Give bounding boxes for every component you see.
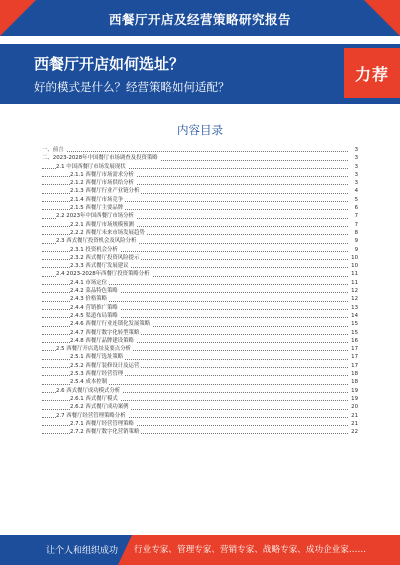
toc-entry-page: 16 <box>349 337 358 345</box>
toc-entry-page: 12 <box>349 287 358 295</box>
toc-entry[interactable] <box>42 362 358 370</box>
toc-heading: 内容目录 <box>177 123 223 137</box>
toc-leader-dots <box>42 151 348 152</box>
toc-entry-text: 2.1 中国西餐厅市场发展现状 <box>56 163 126 170</box>
toc-entry-text: 2.1.5 西餐厅主要品牌 <box>70 205 124 212</box>
toc-entry-page: 18 <box>349 378 358 386</box>
toc-entry-text: 一、前言 <box>42 147 64 153</box>
toc-entry-text: 2.7.1 西餐厅经营管理策略 <box>70 420 134 427</box>
footer-tags: 行业专家、管理专家、营销专家、战略专家、成功企业家…… <box>134 545 367 555</box>
toc-entry-page: 19 <box>349 395 358 403</box>
toc-entry-text: 2.3 西式餐厅投资机会及风险分析 <box>56 238 137 245</box>
toc-entry-text: 2.3.1 投资机会分析 <box>70 246 118 253</box>
toc-entry-page: 12 <box>349 295 358 303</box>
toc-entry[interactable] <box>42 270 358 278</box>
toc-entry-page: 8 <box>349 229 358 237</box>
hero-banner <box>0 44 400 104</box>
toc-entry-page: 7 <box>349 212 358 220</box>
toc-entry-text: 2.1.3 西餐厅行业产业链分析 <box>70 188 140 195</box>
toc-entry-text: 2.7 西餐厅经营管理策略分析 <box>56 412 126 419</box>
toc-entry[interactable] <box>42 237 358 245</box>
header-bar <box>0 0 400 36</box>
toc-entry[interactable] <box>42 229 358 237</box>
toc-entry[interactable] <box>42 420 358 428</box>
toc-entry-text: 2.5.3 西餐厅经营管理 <box>70 371 124 378</box>
brand-badge <box>344 48 400 98</box>
toc-entry-page: 15 <box>349 320 358 328</box>
toc-entry-page: 11 <box>349 270 358 278</box>
toc-entry[interactable] <box>42 246 358 254</box>
toc-entry-text: 2.1.4 西餐厅市场竞争 <box>70 196 124 203</box>
toc-entry-page: 4 <box>349 187 358 195</box>
toc-entry-text: 2.1.1 西餐厅市场需求分析 <box>70 171 134 178</box>
toc-entry-page: 17 <box>349 345 358 353</box>
toc-entry-page: 14 <box>349 312 358 320</box>
toc-entry[interactable] <box>42 312 358 320</box>
toc-entry[interactable] <box>42 171 358 179</box>
toc-entry[interactable] <box>42 279 358 287</box>
toc-entry-text: 2.2 2023年中国西餐厅市场分析 <box>56 213 134 220</box>
toc-entry-page: 10 <box>349 254 358 262</box>
toc-entry[interactable] <box>42 262 358 270</box>
toc-entry-text: 二、2023-2028年中国餐厅市场调查及投资策略 <box>42 155 158 162</box>
toc-entry-text: 2.3.2 西式餐厅投资风险提示 <box>70 254 140 261</box>
toc-entry-page: 22 <box>349 428 358 436</box>
toc-entry-text: 2.2.2 西餐厅未来市场发展趋势 <box>70 229 145 236</box>
footer-bar <box>0 535 400 565</box>
toc-entry-page: 18 <box>349 370 358 378</box>
toc-entry[interactable] <box>42 412 358 420</box>
toc-entry[interactable] <box>42 196 358 204</box>
toc-entry-text: 2.4.6 西餐厅行业连锁化发展策略 <box>70 321 151 328</box>
toc-entry[interactable] <box>42 146 358 154</box>
hero-title: 西餐厅开店如何选址？ <box>34 55 185 73</box>
toc-entry-text: 2.5.4 成本控制 <box>70 379 107 386</box>
toc-entry[interactable] <box>42 187 358 195</box>
toc-entry[interactable] <box>42 221 358 229</box>
toc-entry[interactable] <box>42 204 358 212</box>
toc-entry[interactable] <box>42 295 358 303</box>
toc-entry-page: 3 <box>349 163 358 171</box>
toc-entry[interactable] <box>42 395 358 403</box>
toc-entry[interactable] <box>42 163 358 171</box>
toc-entry-text: 2.5.1 西餐厅选址策略 <box>70 354 124 361</box>
toc-entry-page: 5 <box>349 196 358 204</box>
toc-entry[interactable] <box>42 345 358 353</box>
toc-entry[interactable] <box>42 329 358 337</box>
toc-entry-text: 2.4.1 市场定位 <box>70 279 107 286</box>
toc-entry[interactable] <box>42 370 358 378</box>
toc-entry-text: 2.5.2 西餐厅装修设计及运营 <box>70 362 140 369</box>
toc-entry[interactable] <box>42 287 358 295</box>
toc-entry-page: 9 <box>349 237 358 245</box>
toc-entry-page: 3 <box>349 154 358 162</box>
toc-entry-text: 2.7.2 西餐厅数字化营销策略 <box>70 429 140 436</box>
toc-entry[interactable] <box>42 320 358 328</box>
toc-entry-text: 2.4.5 渠道布局策略 <box>70 312 118 319</box>
toc-entry-text: 2.3.3 西式餐厅发展建议 <box>70 263 129 270</box>
toc-entry-text: 2.5 西餐厅开店选址及要点分析 <box>56 346 131 353</box>
footer-slogan: 让个人和组织成功 <box>46 546 119 556</box>
toc-entry-page: 21 <box>349 420 358 428</box>
toc-entry-page: 11 <box>349 279 358 287</box>
toc-entry[interactable] <box>42 254 358 262</box>
toc-entry-page: 19 <box>349 387 358 395</box>
toc-entry[interactable] <box>42 353 358 361</box>
table-of-contents <box>42 146 358 436</box>
toc-entry-page: 7 <box>349 221 358 229</box>
toc-entry[interactable] <box>42 403 358 411</box>
toc-entry-page: 13 <box>349 304 358 312</box>
hero-subtitle: 好的模式是什么？经营策略如何适配？ <box>34 80 230 94</box>
toc-entry-text: 2.1.2 西餐厅市场供给分析 <box>70 180 134 187</box>
toc-entry[interactable] <box>42 337 358 345</box>
toc-entry-page: 17 <box>349 353 358 361</box>
toc-entry-page: 9 <box>349 246 358 254</box>
toc-entry-text: 2.6.2 西式餐厅成功案例 <box>70 404 129 411</box>
report-title: 西餐厅开店及经营策略研究报告 <box>108 12 291 27</box>
footer-band-notch <box>118 535 132 565</box>
toc-entry-page: 21 <box>349 412 358 420</box>
toc-entry-page: 20 <box>349 403 358 411</box>
toc-entry-text: 2.6 西式餐厅成功模式分析 <box>56 387 121 394</box>
toc-entry-text: 2.6.1 西式餐厅模式 <box>70 395 118 402</box>
toc-entry[interactable] <box>42 179 358 187</box>
toc-entry-page: 15 <box>349 329 358 337</box>
toc-entry-text: 2.4.4 营销推广策略 <box>70 304 118 311</box>
toc-entry-text: 2.4.2 菜品特色策略 <box>70 288 118 295</box>
toc-entry-page: 3 <box>349 146 358 154</box>
toc-entry-page: 17 <box>349 362 358 370</box>
toc-entry-text: 2.4.8 西餐厅品牌建设策略 <box>70 337 134 344</box>
toc-entry-text: 2.4.3 价格策略 <box>70 296 107 303</box>
toc-entry[interactable] <box>42 212 358 220</box>
toc-entry[interactable] <box>42 428 358 436</box>
toc-entry-page: 3 <box>349 179 358 187</box>
toc-entry-page: 3 <box>349 171 358 179</box>
toc-entry[interactable] <box>42 154 358 162</box>
toc-entry[interactable] <box>42 378 358 386</box>
brand-text: 力荐 <box>354 64 389 84</box>
toc-entry[interactable] <box>42 387 358 395</box>
toc-entry[interactable] <box>42 304 358 312</box>
toc-entry-text: 2.2.1 西餐厅市场规模预测 <box>70 221 134 228</box>
toc-entry-text: 2.4.7 西餐厅数字化转型策略 <box>70 329 140 336</box>
toc-entry-text: 2.4 2023-2028年西餐厅投资策略分析 <box>56 271 150 278</box>
toc-entry-page: 10 <box>349 262 358 270</box>
toc-entry-page: 6 <box>349 204 358 212</box>
